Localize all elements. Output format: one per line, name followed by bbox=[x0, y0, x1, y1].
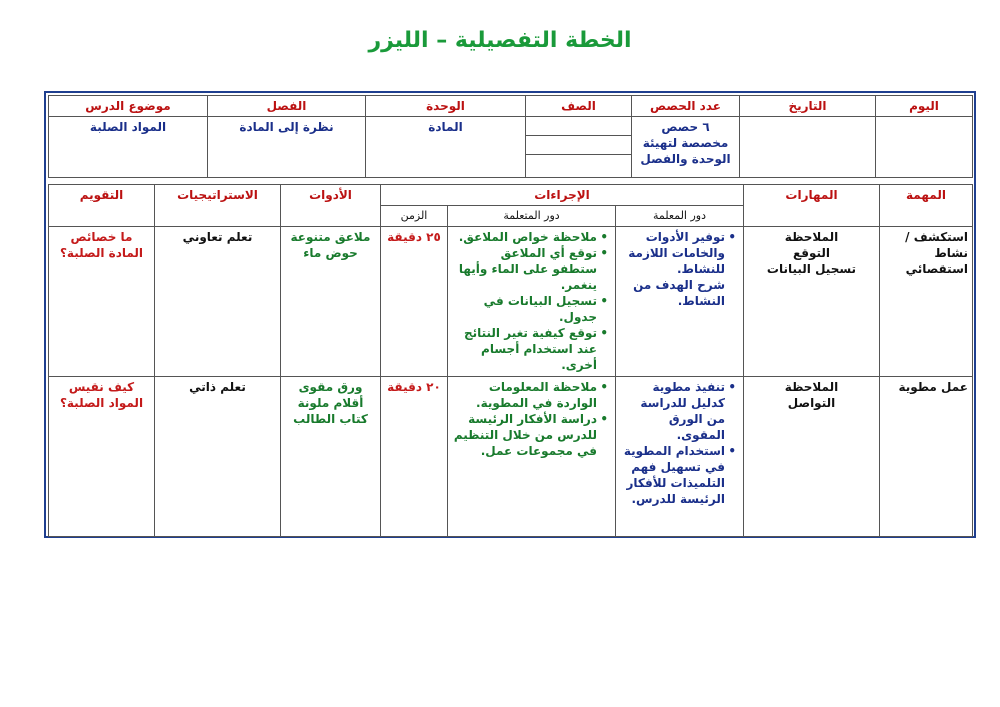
task-cell: عمل مطوية bbox=[880, 377, 973, 537]
header-date: التاريخ bbox=[740, 96, 876, 117]
info-table bbox=[48, 95, 973, 178]
header-grade: الصف bbox=[526, 96, 632, 117]
page-title: الخطة التفصيلية – الليزر bbox=[368, 28, 632, 53]
list-item: • تنفيذ مطوية كدليل للدراسة من الورق المقوى. bbox=[620, 379, 725, 443]
grade-value bbox=[526, 117, 632, 178]
table-row bbox=[49, 377, 973, 537]
header-lesson: موضوع الدرس bbox=[49, 96, 208, 117]
list-item: • توفير الأدوات والخامات اللازمة للنشاط. bbox=[620, 229, 725, 277]
time-cell: ٢٥ دقيقة bbox=[381, 227, 448, 377]
skills-cell: الملاحظة التوقع تسجيل البيانات bbox=[744, 227, 880, 377]
tools-cell: ملاعق متنوعة حوض ماء bbox=[281, 227, 381, 377]
header-chapter: الفصل bbox=[208, 96, 366, 117]
header-teacher-role: دور المعلمة bbox=[616, 206, 744, 227]
sessions-value: ٦ حصص مخصصة لتهيئة الوحدة والفصل bbox=[632, 117, 740, 178]
evaluation-cell: ما خصائص المادة الصلبة؟ bbox=[49, 227, 155, 377]
header-task: المهمة bbox=[880, 185, 973, 227]
chapter-value: نظرة إلى المادة bbox=[208, 117, 366, 178]
lesson-value: المواد الصلبة bbox=[49, 117, 208, 178]
teacher-role-cell bbox=[616, 227, 744, 377]
list-item: • استخدام المطوية في تسهيل فهم التلميذات للأفكار الرئيسة للدرس. bbox=[620, 443, 725, 507]
plan-table bbox=[48, 184, 973, 537]
task-cell: استكشف / نشاط استقصائي bbox=[880, 227, 973, 377]
list-item: شرح الهدف من النشاط. bbox=[633, 278, 725, 308]
strategy-cell: تعلم ذاتي bbox=[155, 377, 281, 537]
time-cell: ٢٠ دقيقة bbox=[381, 377, 448, 537]
header-student-role: دور المتعلمة bbox=[448, 206, 616, 227]
strategy-cell: تعلم تعاوني bbox=[155, 227, 281, 377]
header-time: الزمن bbox=[381, 206, 448, 227]
teacher-role-cell bbox=[616, 377, 744, 537]
student-role-cell bbox=[448, 377, 616, 537]
unit-value: المادة bbox=[366, 117, 526, 178]
header-unit: الوحدة bbox=[366, 96, 526, 117]
header-procedures: الإجراءات bbox=[381, 185, 744, 206]
header-skills: المهارات bbox=[744, 185, 880, 227]
list-item: • ملاحظة خواص الملاعق. bbox=[452, 229, 597, 245]
list-item: • توقع أي الملاعق ستطفو على الماء وأيها ينغمر. bbox=[452, 245, 597, 293]
tools-cell: ورق مقوى أقلام ملونة كتاب الطالب bbox=[281, 377, 381, 537]
header-evaluation: التقويم bbox=[49, 185, 155, 227]
header-day: اليوم bbox=[876, 96, 973, 117]
header-sessions: عدد الحصص bbox=[632, 96, 740, 117]
student-role-cell bbox=[448, 227, 616, 377]
header-tools: الأدوات bbox=[281, 185, 381, 227]
list-item: • دراسة الأفكار الرئيسة للدرس من خلال التنظيم في مجموعات عمل. bbox=[452, 411, 597, 459]
list-item: • ملاحظة المعلومات الواردة في المطوية. bbox=[452, 379, 597, 411]
skills-cell: الملاحظة التواصل bbox=[744, 377, 880, 537]
date-value bbox=[740, 117, 876, 178]
list-item: • تسجيل البيانات في جدول. bbox=[452, 293, 597, 325]
evaluation-cell: كيف نقيس المواد الصلبة؟ bbox=[49, 377, 155, 537]
list-item: • توقع كيفية تغير النتائج عند استخدام أجسام أخرى. bbox=[452, 325, 597, 373]
day-value bbox=[876, 117, 973, 178]
table-row bbox=[49, 227, 973, 377]
header-strategies: الاستراتيجيات bbox=[155, 185, 281, 227]
